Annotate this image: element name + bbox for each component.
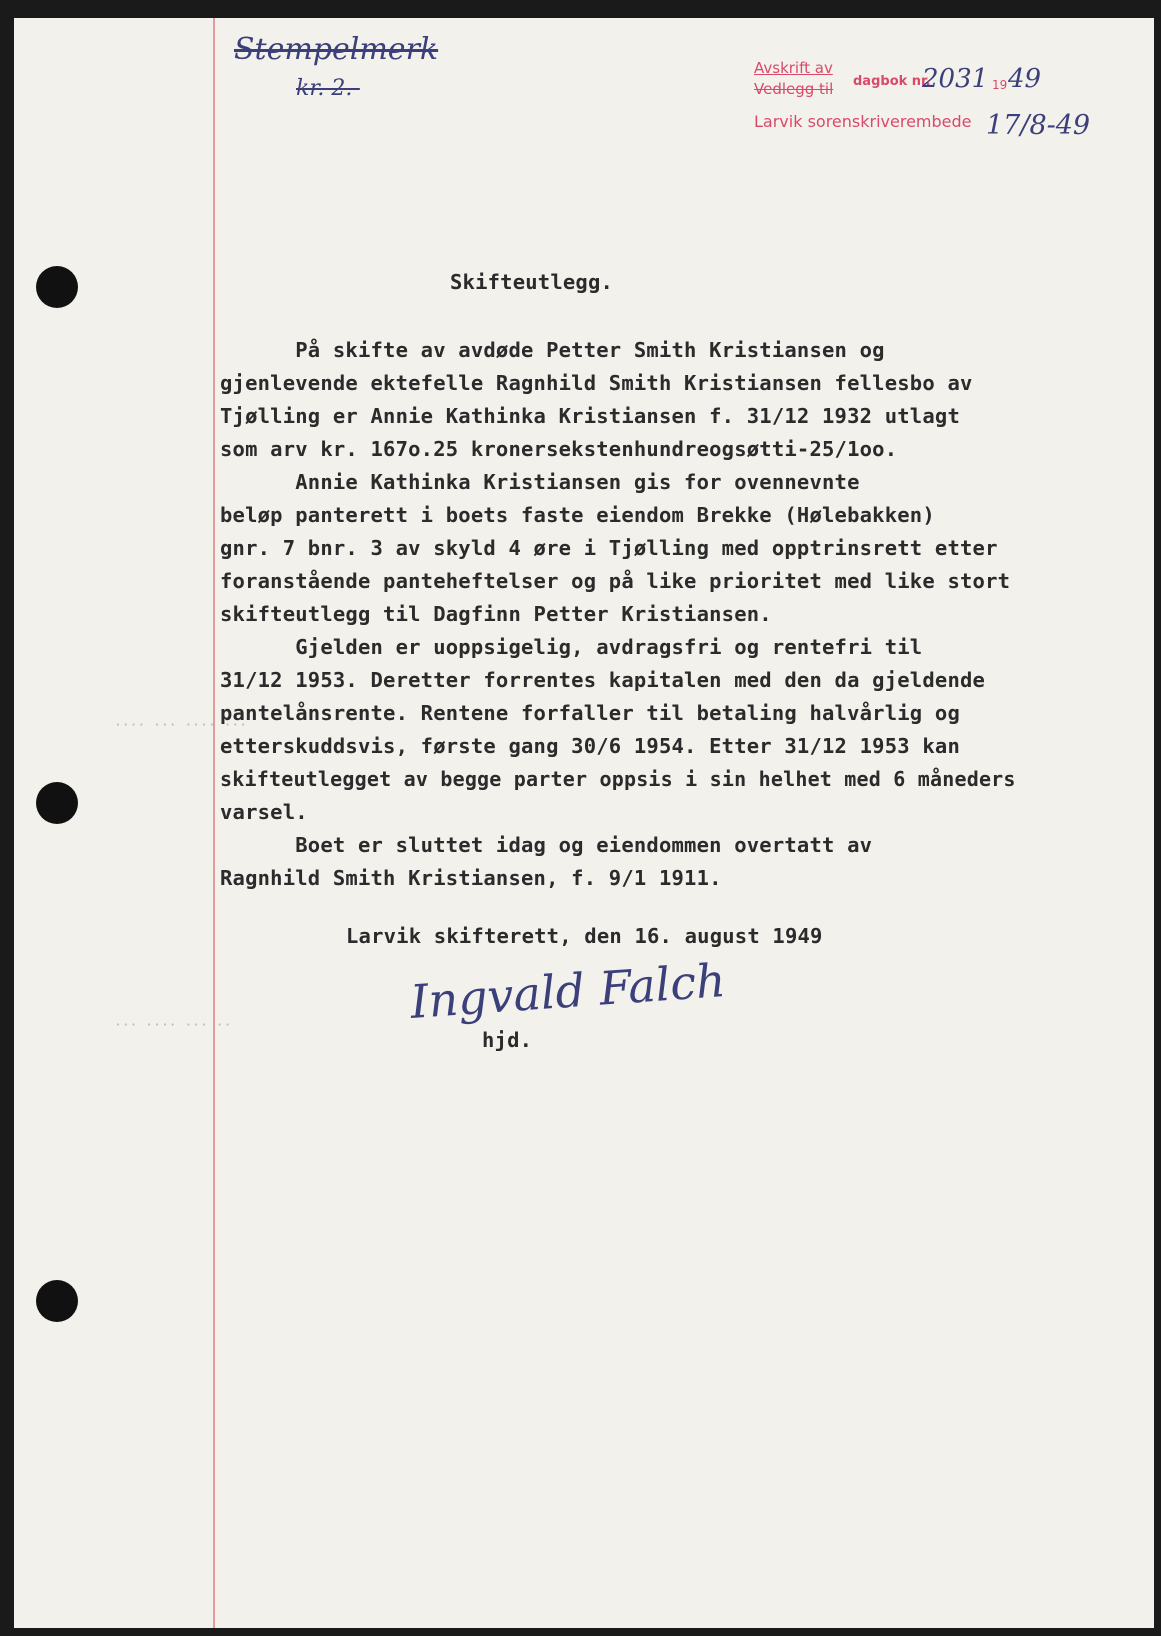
margin-rule bbox=[213, 18, 215, 1628]
body-line: Tjølling er Annie Kathinka Kristiansen f. 31/12 1932 utlagt bbox=[220, 404, 960, 428]
bleed-through: ··· ···· ··· ·· bbox=[114, 1018, 232, 1033]
body-line: Gjelden er uoppsigelig, avdragsfri og rentefri til bbox=[220, 635, 923, 659]
stamp-dagbok: dagbok nr. bbox=[853, 74, 931, 89]
signature: Ingvald Falch bbox=[408, 953, 728, 1029]
signature-suffix: hjd. bbox=[482, 1028, 533, 1052]
body-line: gnr. 7 bnr. 3 av skyld 4 øre i Tjølling med opptrinsrett etter bbox=[220, 536, 998, 560]
year-suffix: 49 bbox=[1008, 64, 1042, 94]
body-line: gjenlevende ektefelle Ragnhild Smith Kristiansen fellesbo av bbox=[220, 371, 973, 395]
body-line: Ragnhild Smith Kristiansen, f. 9/1 1911. bbox=[220, 866, 722, 890]
crossed-note-amount: kr. 2.- bbox=[296, 76, 360, 101]
body-line: etterskuddsvis, første gang 30/6 1954. Etter 31/12 1953 kan bbox=[220, 734, 960, 758]
body-line: foranstående panteheftelser og på like prioritet med like stort bbox=[220, 569, 1011, 593]
document-page bbox=[14, 18, 1154, 1628]
stamp-date: 17/8-49 bbox=[986, 110, 1091, 141]
body-line: 31/12 1953. Deretter forrentes kapitalen med den da gjeldende bbox=[220, 668, 986, 692]
body-line: skifteutlegget av begge parter oppsis i sin helhet med 6 måneders bbox=[220, 767, 1016, 791]
place-date: Larvik skifterett, den 16. august 1949 bbox=[346, 924, 823, 948]
stamp-avskrift: Avskrift av bbox=[754, 59, 833, 77]
body-line: På skifte av avdøde Petter Smith Kristiansen og bbox=[220, 338, 885, 362]
punch-hole bbox=[36, 782, 78, 824]
crossed-note: Stempelmerk bbox=[234, 32, 439, 67]
body-line: varsel. bbox=[220, 800, 308, 824]
body-line: pantelånsrente. Rentene forfaller til betaling halvårlig og bbox=[220, 701, 960, 725]
dagbok-number: 2031 bbox=[922, 64, 989, 94]
year-prefix: 19 bbox=[992, 78, 1008, 92]
stamp-vedlegg: Vedlegg til bbox=[754, 80, 834, 98]
body-line: Annie Kathinka Kristiansen gis for ovennevnte bbox=[220, 470, 860, 494]
body-line: beløp panterett i boets faste eiendom Brekke (Hølebakken) bbox=[220, 503, 935, 527]
punch-hole bbox=[36, 1280, 78, 1322]
body-line: skifteutlegg til Dagfinn Petter Kristiansen. bbox=[220, 602, 772, 626]
body-line: Boet er sluttet idag og eiendommen overtatt av bbox=[220, 833, 873, 857]
punch-hole bbox=[36, 266, 78, 308]
body-line: som arv kr. 167o.25 kronersekstenhundreogsøtti-25/1oo. bbox=[220, 437, 898, 461]
document-title: Skifteutlegg. bbox=[450, 270, 614, 294]
bleed-through: ···· ··· ···· ··· bbox=[114, 718, 248, 733]
stamp-office: Larvik sorenskriverembede bbox=[754, 112, 972, 131]
